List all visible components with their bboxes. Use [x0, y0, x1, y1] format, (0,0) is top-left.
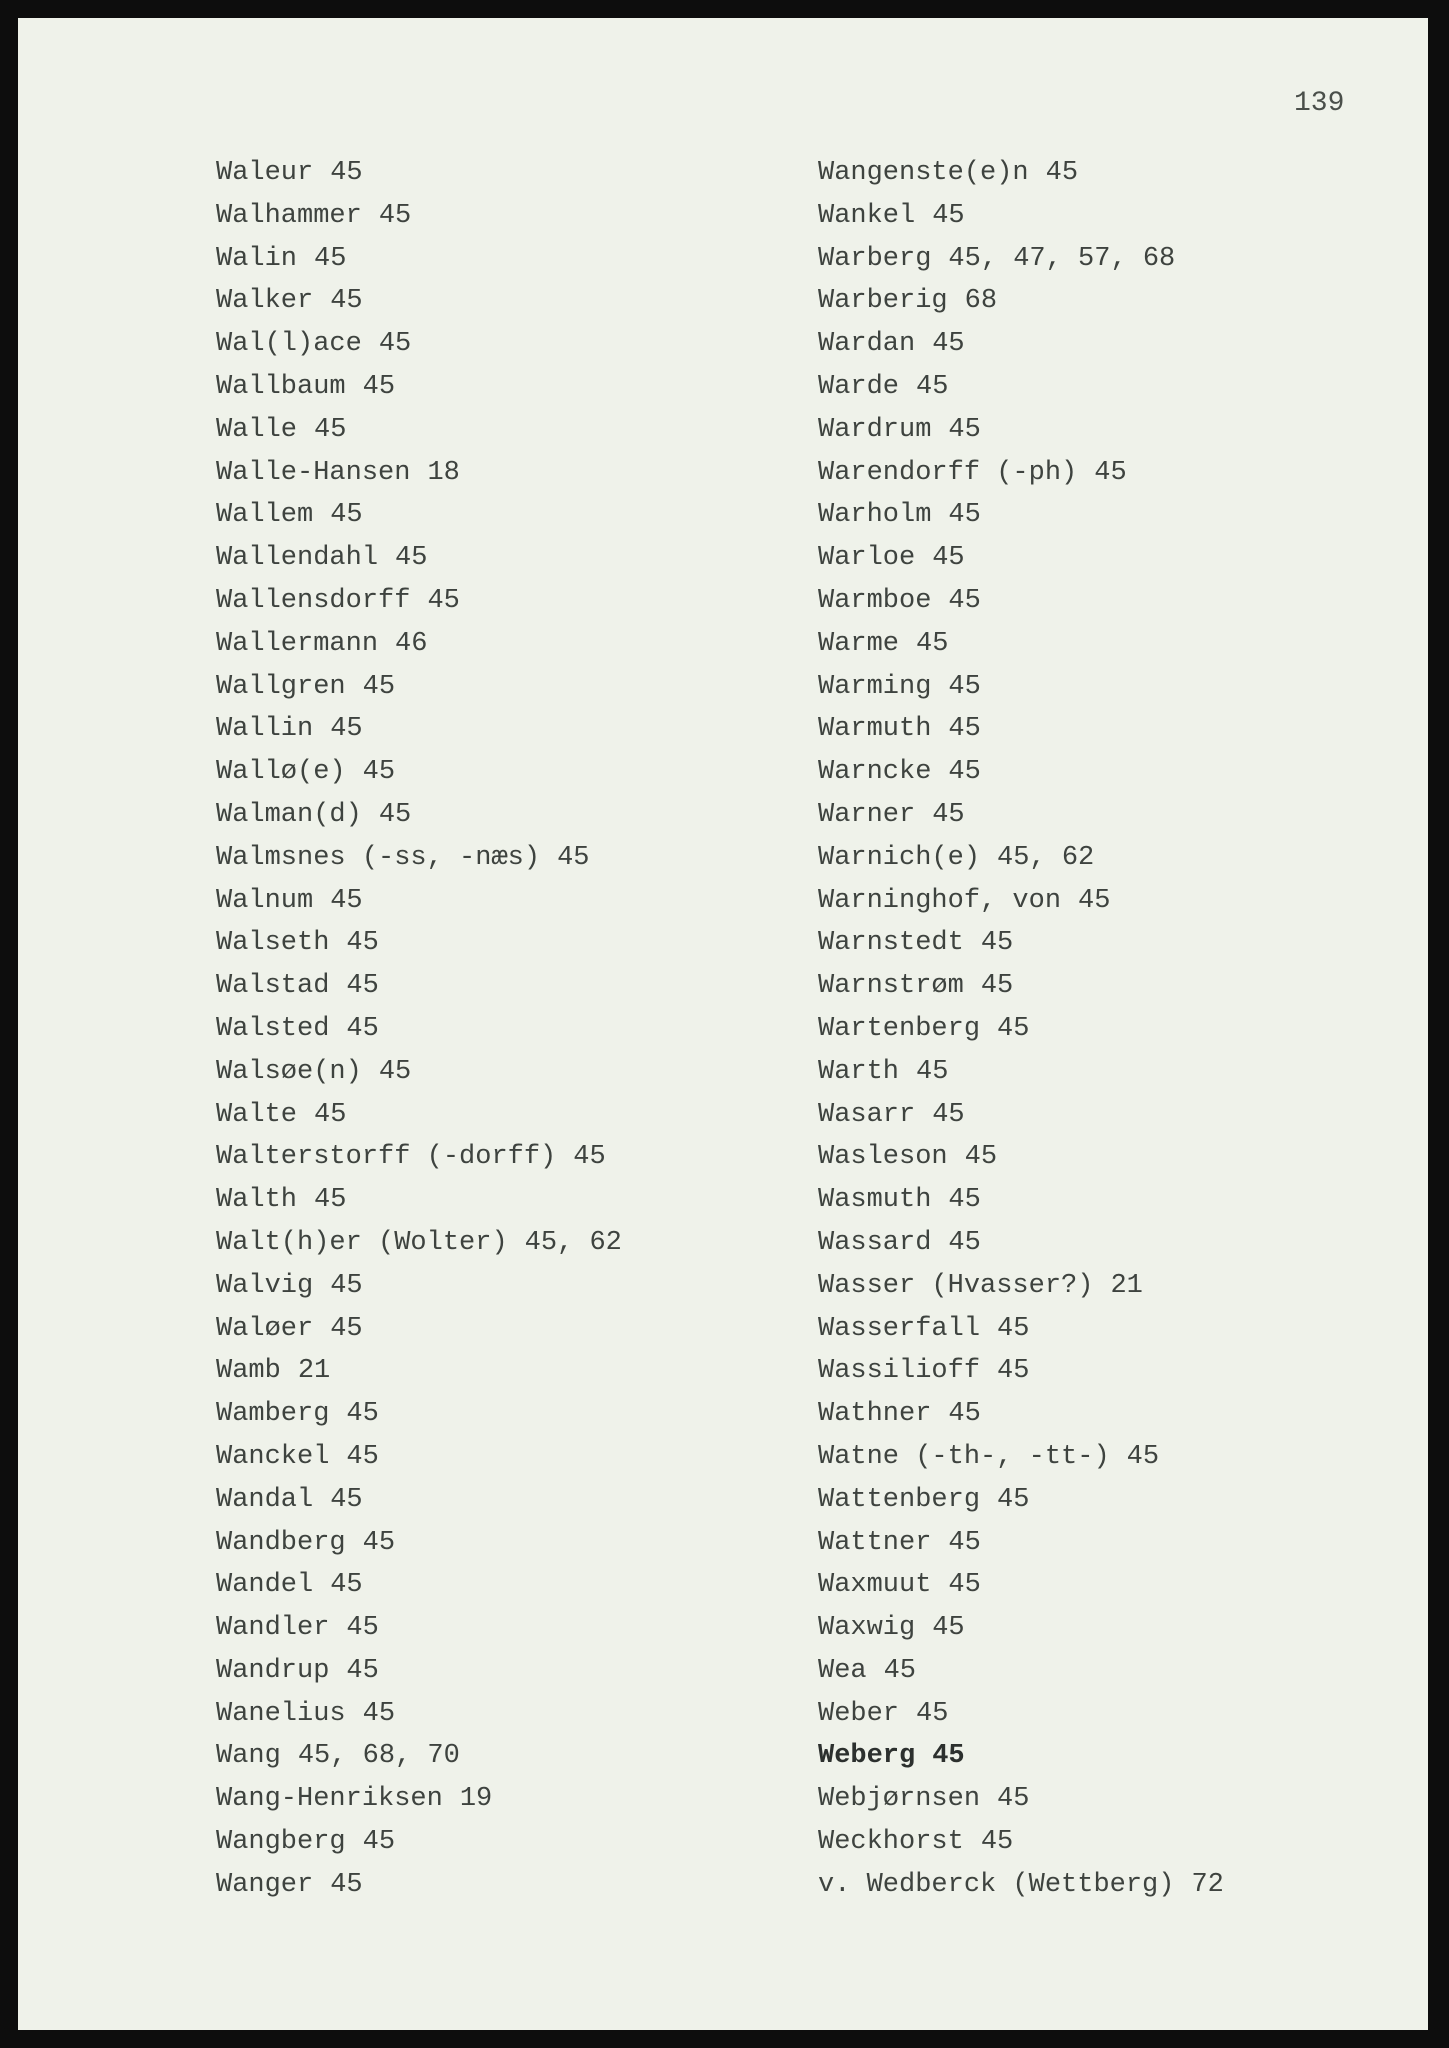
- entry-name: Waxwig: [818, 1613, 916, 1644]
- entry-name: Walker: [216, 286, 314, 317]
- entry-pages: 45: [573, 1142, 606, 1173]
- index-entry: [216, 452, 622, 495]
- entry-pages: 45: [378, 799, 412, 830]
- entry-name: Wasarr: [818, 1099, 916, 1130]
- entry-pages: 45: [1094, 457, 1127, 488]
- entry-pages: 45: [932, 1099, 965, 1130]
- entry-pages: 45: [1126, 1441, 1160, 1472]
- entry-pages: 45: [964, 1142, 998, 1173]
- entry-pages: 45: [948, 1570, 981, 1601]
- index-entry: [216, 494, 622, 537]
- entry-pages: 45: [932, 543, 965, 574]
- index-entry: [216, 580, 622, 623]
- index-entry: [216, 623, 622, 666]
- entry-name: Wanelius: [216, 1698, 346, 1729]
- index-entry: [818, 195, 1224, 238]
- index-entry: [818, 1436, 1224, 1479]
- entry-pages: 45: [330, 286, 363, 317]
- index-entry: [818, 152, 1224, 195]
- entry-pages: 45: [980, 1827, 1014, 1858]
- index-entry: [818, 708, 1224, 751]
- entry-pages: 45: [314, 414, 347, 445]
- index-entry: [818, 751, 1224, 794]
- entry-pages: 45: [932, 799, 965, 830]
- entry-pages: 45: [980, 971, 1014, 1002]
- entry-name: Warloe: [818, 543, 916, 574]
- entry-name: Warming: [818, 671, 932, 702]
- entry-name: Wanger: [216, 1869, 314, 1900]
- index-entry: [818, 965, 1224, 1008]
- entry-name: Walsted: [216, 1013, 330, 1044]
- entry-pages: 45, 47, 57, 68: [948, 243, 1176, 274]
- entry-pages: 45: [932, 200, 965, 231]
- entry-name: Walt(h)er (Wolter): [216, 1227, 508, 1258]
- entry-pages: 45: [314, 1099, 347, 1130]
- entry-pages: 21: [297, 1356, 331, 1387]
- entry-pages: 45: [346, 1441, 379, 1472]
- entry-pages: 45: [997, 1313, 1030, 1344]
- entry-name: Wandel: [216, 1570, 314, 1601]
- index-entry: [818, 494, 1224, 537]
- entry-pages: 45: [948, 1399, 981, 1430]
- index-entry: [216, 195, 622, 238]
- entry-pages: 45: [346, 1613, 379, 1644]
- entry-name: Wamb: [216, 1356, 281, 1387]
- index-entry: [216, 323, 622, 366]
- entry-pages: 45: [314, 243, 347, 274]
- entry-pages: 45: [362, 1827, 396, 1858]
- entry-name: Walnum: [216, 885, 314, 916]
- entry-pages: 45: [997, 1013, 1030, 1044]
- entry-name: Walin: [216, 243, 298, 274]
- page-number: 139: [1294, 88, 1345, 119]
- entry-name: Wartenberg: [818, 1013, 981, 1044]
- entry-pages: 45: [346, 1655, 379, 1686]
- entry-pages: 45: [948, 1227, 981, 1258]
- entry-pages: 45: [395, 543, 428, 574]
- entry-name: Wangenste(e)n: [818, 158, 1029, 188]
- entry-name: Walhammer: [216, 200, 362, 231]
- entry-name: Walman(d): [216, 799, 362, 830]
- entry-name: Waløer: [216, 1313, 314, 1344]
- index-entry: [818, 323, 1224, 366]
- entry-pages: 45, 62: [524, 1227, 622, 1258]
- entry-pages: 45: [916, 1056, 949, 1087]
- index-page: [18, 18, 1428, 2030]
- index-entry: [216, 366, 622, 409]
- entry-pages: 45: [330, 1313, 363, 1344]
- entry-pages: 19: [459, 1784, 493, 1815]
- entry-name: Walstad: [216, 971, 330, 1002]
- entry-pages: 45: [948, 414, 981, 445]
- entry-pages: 45: [932, 1613, 965, 1644]
- entry-pages: 45: [916, 628, 949, 659]
- entry-name: Wardan: [818, 329, 916, 360]
- entry-name: Wang: [216, 1741, 281, 1772]
- entry-pages: 45: [378, 200, 412, 231]
- entry-name: Wallermann: [216, 628, 379, 659]
- index-entry: [216, 238, 622, 281]
- entry-name: Wandrup: [216, 1655, 330, 1686]
- entry-name: Wandal: [216, 1484, 314, 1515]
- index-entry: [216, 965, 622, 1008]
- entry-name: Wasserfall: [818, 1313, 981, 1344]
- entry-name: Warberig: [818, 286, 948, 317]
- index-column-left: [216, 152, 622, 1907]
- index-entry: [216, 1436, 622, 1479]
- entry-name: Wang-Henriksen: [216, 1784, 443, 1815]
- entry-pages: 45, 68, 70: [297, 1741, 460, 1772]
- entry-pages: 45: [362, 371, 396, 402]
- entry-name: Wallbaum: [216, 371, 346, 402]
- index-entry: [216, 794, 622, 837]
- index-entry: [818, 280, 1224, 323]
- entry-pages: 45, 62: [997, 842, 1095, 873]
- entry-pages: 72: [1191, 1869, 1224, 1900]
- entry-pages: 45: [980, 928, 1014, 959]
- entry-name: Warendorff (-ph): [818, 457, 1078, 488]
- entry-pages: 45: [330, 1270, 363, 1301]
- entry-name: Wandberg: [216, 1527, 346, 1558]
- entry-pages: 45: [948, 500, 981, 531]
- entry-pages: 45: [1045, 158, 1079, 188]
- entry-name: Wallgren: [216, 671, 346, 702]
- entry-pages: 45: [362, 1698, 396, 1729]
- entry-pages: 45: [1078, 885, 1111, 916]
- entry-pages: 45: [883, 1655, 917, 1686]
- entry-name: Wamberg: [216, 1399, 330, 1430]
- entry-name: Webjørnsen: [818, 1784, 981, 1815]
- index-entry: [216, 1650, 622, 1693]
- entry-pages: 45: [997, 1784, 1030, 1815]
- entry-name: Weber: [818, 1698, 900, 1729]
- index-entry: [216, 1735, 622, 1778]
- index-entry: [818, 1778, 1224, 1821]
- index-entry: [216, 1094, 622, 1137]
- entry-name: Walle: [216, 414, 298, 445]
- entry-name: Warninghof, von: [818, 885, 1062, 916]
- index-entry: [216, 1607, 622, 1650]
- entry-name: Walle-Hansen: [216, 457, 411, 488]
- entry-pages: 45: [932, 329, 965, 360]
- entry-name: Walmsnes (-ss, -næs): [216, 842, 541, 873]
- entry-name: Wandler: [216, 1613, 330, 1644]
- index-entry: [818, 1094, 1224, 1137]
- entry-name: Wathner: [818, 1399, 932, 1430]
- entry-name: Wallem: [216, 500, 314, 531]
- entry-pages: 45: [916, 371, 949, 402]
- entry-pages: 45: [346, 1399, 379, 1430]
- index-entry: [818, 666, 1224, 709]
- index-entry: [818, 623, 1224, 666]
- entry-pages: 45: [362, 757, 396, 788]
- entry-pages: 45: [948, 1527, 981, 1558]
- index-entry: [818, 409, 1224, 452]
- entry-name: Walth: [216, 1185, 298, 1216]
- entry-pages: 45: [330, 1570, 363, 1601]
- entry-pages: 45: [916, 1698, 949, 1729]
- index-entry: [818, 1350, 1224, 1393]
- entry-name: Wassilioff: [818, 1356, 981, 1387]
- entry-name: Wanckel: [216, 1441, 330, 1472]
- entry-pages: 45: [346, 971, 379, 1002]
- entry-pages: 45: [330, 885, 363, 916]
- index-entry: [818, 1222, 1224, 1265]
- entry-pages: 45: [330, 158, 363, 188]
- index-entry: [818, 537, 1224, 580]
- index-entry: [818, 880, 1224, 923]
- entry-name: Walsøe(n): [216, 1056, 362, 1087]
- index-entry: [818, 794, 1224, 837]
- index-entry: [818, 452, 1224, 495]
- entry-name: Wea: [818, 1655, 867, 1686]
- entry-name: Waleur: [216, 158, 314, 188]
- index-entry: [818, 1607, 1224, 1650]
- index-entry: [216, 1479, 622, 1522]
- index-entry: [216, 1864, 622, 1907]
- index-entry: [216, 1051, 622, 1094]
- entry-pages: 45: [330, 1869, 363, 1900]
- entry-name: Warmboe: [818, 585, 932, 616]
- entry-name: Wasmuth: [818, 1185, 932, 1216]
- index-entry: [216, 409, 622, 452]
- index-entry: [818, 837, 1224, 880]
- index-entry: [818, 922, 1224, 965]
- index-entry: [818, 1735, 1224, 1778]
- index-entry: [818, 1564, 1224, 1607]
- entry-name: Walterstorff (-dorff): [216, 1142, 557, 1173]
- entry-name: Wallensdorff: [216, 585, 411, 616]
- entry-name: Wankel: [818, 200, 916, 231]
- entry-name: Walte: [216, 1099, 298, 1130]
- index-entry: [216, 1308, 622, 1351]
- index-entry: [818, 1693, 1224, 1736]
- index-entry: [216, 922, 622, 965]
- entry-pages: 45: [314, 1185, 347, 1216]
- index-entry: [216, 152, 622, 195]
- entry-name: Wasser (Hvasser?): [818, 1270, 1094, 1301]
- entry-name: Weckhorst: [818, 1827, 964, 1858]
- entry-pages: 45: [330, 714, 363, 745]
- entry-name: Waxmuut: [818, 1570, 932, 1601]
- entry-name: Warth: [818, 1056, 900, 1087]
- entry-name: Wassard: [818, 1227, 932, 1258]
- index-entry: [818, 1479, 1224, 1522]
- index-entry: [216, 666, 622, 709]
- index-entry: [216, 837, 622, 880]
- entry-name: Warnstrøm: [818, 971, 964, 1002]
- entry-name: Warnstedt: [818, 928, 964, 959]
- entry-pages: 45: [330, 500, 363, 531]
- index-entry: [216, 1393, 622, 1436]
- index-entry: [216, 751, 622, 794]
- index-entry: [216, 1265, 622, 1308]
- entry-pages: 45: [346, 928, 379, 959]
- index-entry: [818, 1393, 1224, 1436]
- entry-pages: 45: [997, 1356, 1030, 1387]
- index-entry: [216, 537, 622, 580]
- entry-name: Warberg: [818, 243, 932, 274]
- index-entry: [818, 1051, 1224, 1094]
- entry-name: Warncke: [818, 757, 932, 788]
- entry-pages: 45: [948, 671, 981, 702]
- index-entry: [216, 1222, 622, 1265]
- entry-name: Wattner: [818, 1527, 932, 1558]
- entry-name: v. Wedberck (Wettberg): [818, 1869, 1175, 1900]
- entry-name: Wal(l)ace: [216, 329, 362, 360]
- index-entry: [216, 1179, 622, 1222]
- index-entry: [216, 1136, 622, 1179]
- entry-name: Warde: [818, 371, 900, 402]
- index-entry: [216, 1564, 622, 1607]
- entry-name: Weberg: [818, 1741, 916, 1772]
- index-entry: [818, 1008, 1224, 1051]
- entry-pages: 21: [1110, 1270, 1143, 1301]
- entry-name: Wardrum: [818, 414, 932, 445]
- entry-name: Warmuth: [818, 714, 932, 745]
- entry-pages: 45: [932, 1741, 965, 1772]
- index-entry: [818, 1522, 1224, 1565]
- entry-pages: 45: [378, 1056, 412, 1087]
- entry-name: Warnich(e): [818, 842, 981, 873]
- entry-pages: 45: [948, 1185, 981, 1216]
- index-entry: [818, 1265, 1224, 1308]
- index-column-right: [818, 152, 1224, 1907]
- index-entry: [818, 1821, 1224, 1864]
- index-entry: [216, 1778, 622, 1821]
- index-entry: [818, 238, 1224, 281]
- entry-name: Walseth: [216, 928, 330, 959]
- index-entry: [818, 1650, 1224, 1693]
- index-entry: [216, 280, 622, 323]
- entry-name: Warme: [818, 628, 900, 659]
- entry-pages: 45: [378, 329, 412, 360]
- entry-pages: 45: [362, 1527, 396, 1558]
- entry-name: Watne (-th-, -tt-): [818, 1441, 1110, 1472]
- entry-pages: 45: [346, 1013, 379, 1044]
- index-entry: [818, 366, 1224, 409]
- entry-name: Wattenberg: [818, 1484, 981, 1515]
- entry-pages: 45: [362, 671, 396, 702]
- index-entry: [216, 708, 622, 751]
- entry-pages: 45: [997, 1484, 1030, 1515]
- entry-pages: 68: [964, 286, 998, 317]
- index-entry: [818, 1136, 1224, 1179]
- entry-pages: 46: [395, 628, 428, 659]
- entry-pages: 45: [557, 842, 590, 873]
- entry-name: Wallendahl: [216, 543, 379, 574]
- index-entry: [216, 1821, 622, 1864]
- entry-name: Wallin: [216, 714, 314, 745]
- entry-pages: 45: [427, 585, 460, 616]
- entry-name: Warholm: [818, 500, 932, 531]
- index-entry: [818, 580, 1224, 623]
- index-entry: [818, 1308, 1224, 1351]
- index-entry: [216, 1008, 622, 1051]
- index-entry: [818, 1179, 1224, 1222]
- index-entry: [216, 1350, 622, 1393]
- entry-name: Warner: [818, 799, 916, 830]
- index-entry: [216, 880, 622, 923]
- index-entry: [216, 1522, 622, 1565]
- index-entry: [818, 1864, 1224, 1907]
- index-entry: [216, 1693, 622, 1736]
- entry-pages: 45: [330, 1484, 363, 1515]
- entry-pages: 18: [427, 457, 460, 488]
- entry-name: Wangberg: [216, 1827, 346, 1858]
- entry-name: Wallø(e): [216, 757, 346, 788]
- entry-pages: 45: [948, 714, 981, 745]
- entry-name: Walvig: [216, 1270, 314, 1301]
- entry-pages: 45: [948, 757, 981, 788]
- entry-pages: 45: [948, 585, 981, 616]
- entry-name: Wasleson: [818, 1142, 948, 1173]
